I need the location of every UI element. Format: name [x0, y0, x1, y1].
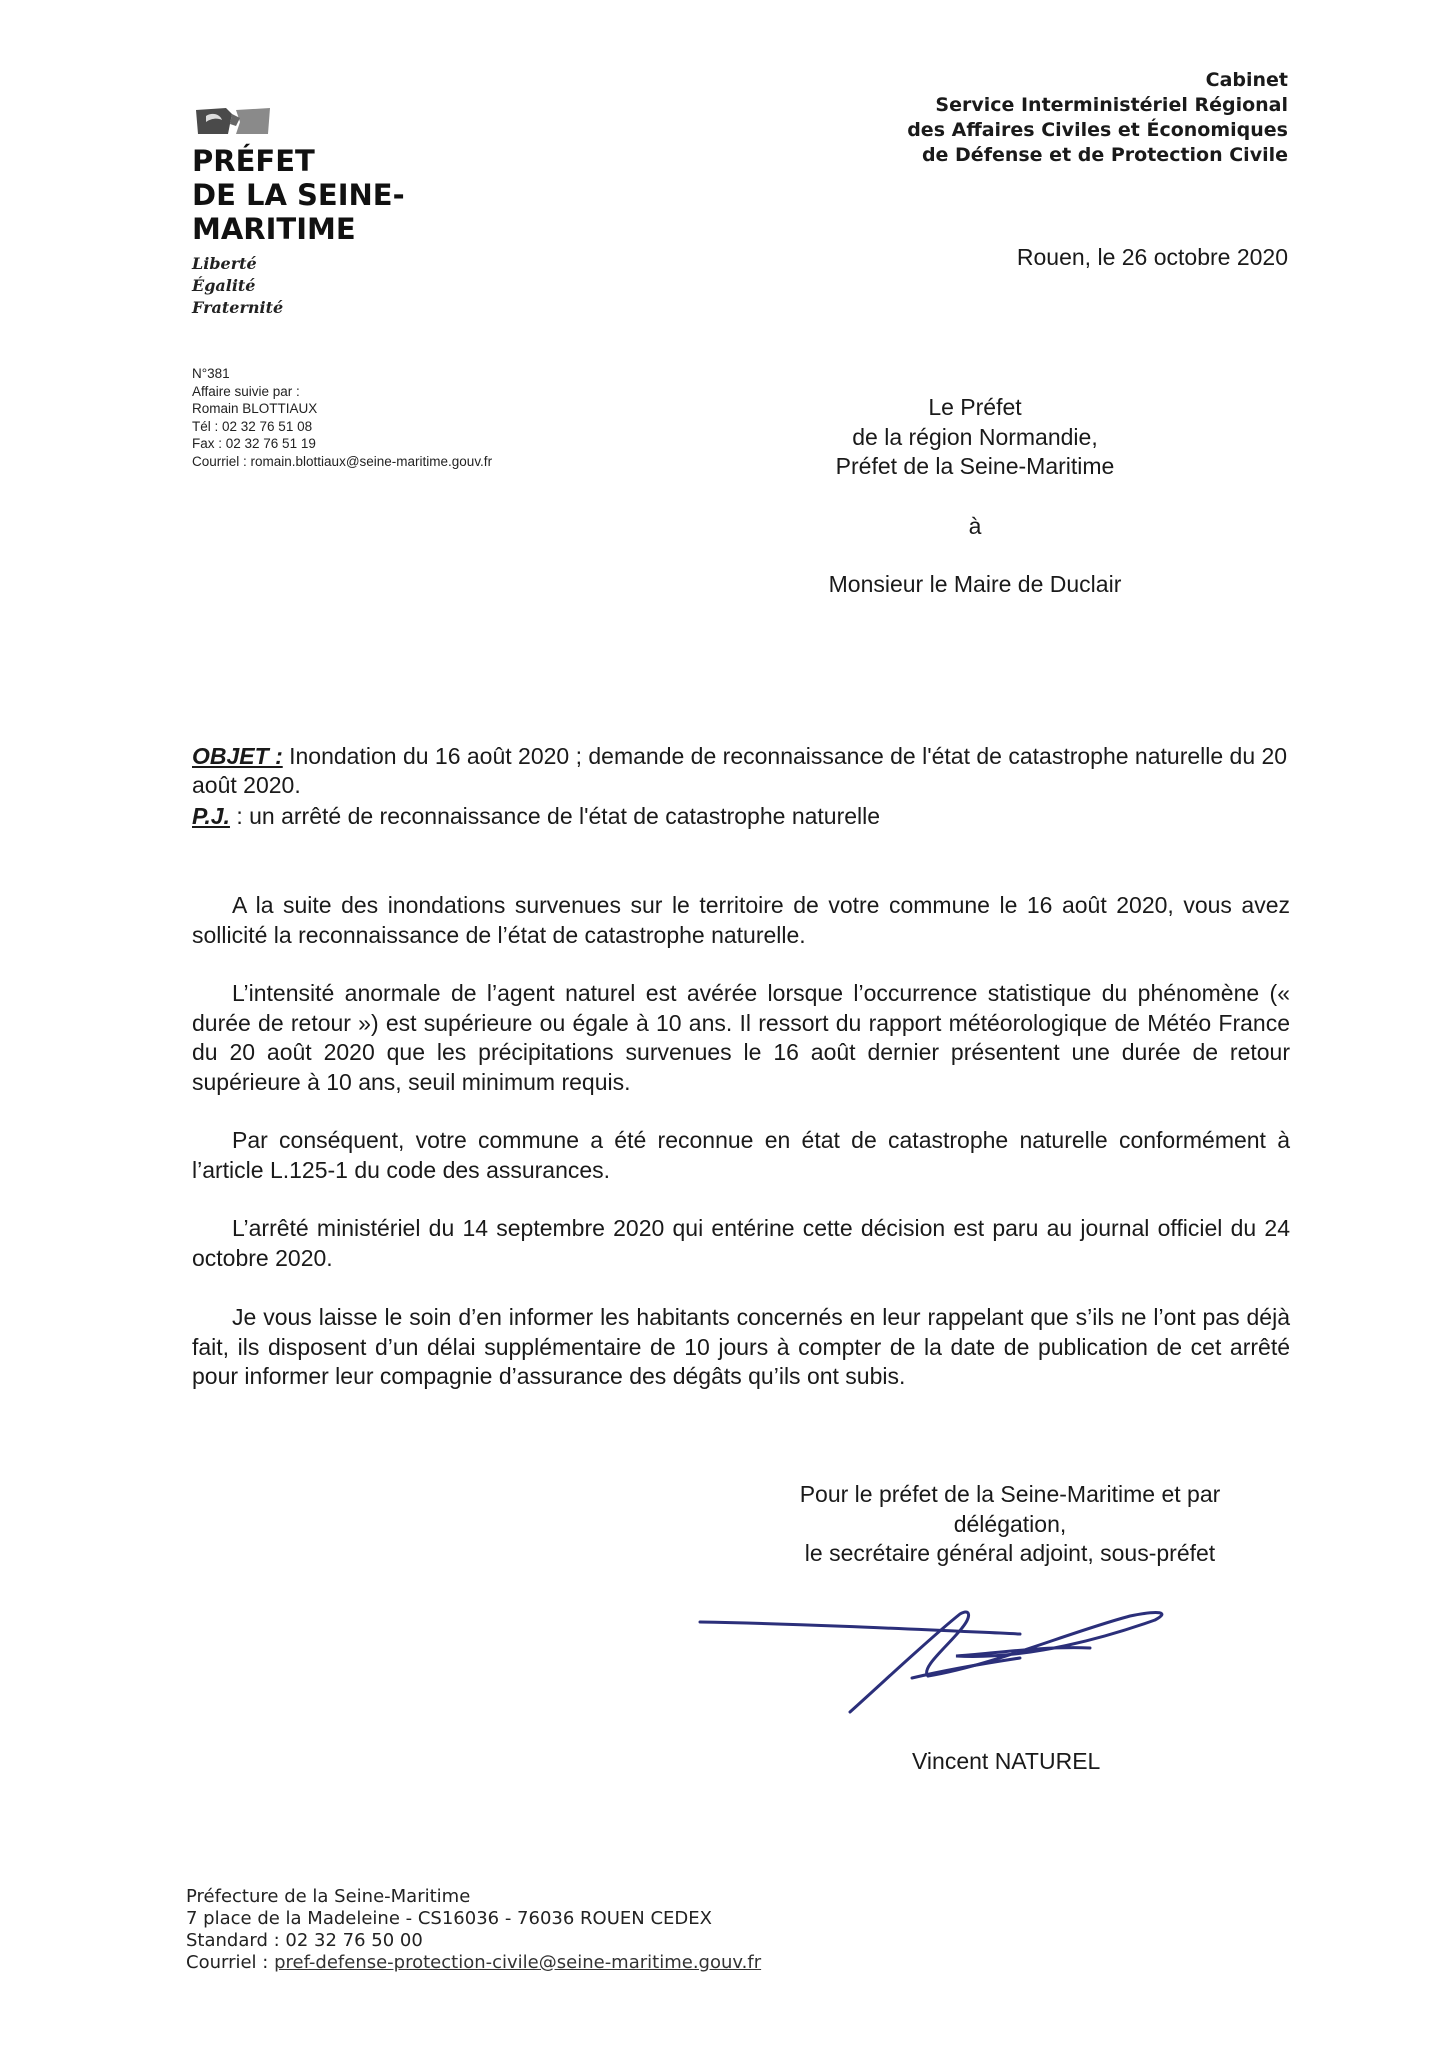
closing-block: [740, 1480, 1280, 1569]
service-line: de Défense et de Protection Civile: [921, 144, 1288, 166]
objet-text: Inondation du 16 août 2020 ; demande de reconnaissance de l'état de catastrophe naturelle du 20 août 2020.: [192, 743, 1288, 798]
contact-name: Romain BLOTTIAUX: [192, 401, 318, 416]
closing-line: Pour le préfet de la Seine-Maritime et par: [799, 1481, 1221, 1507]
motto-line: Égalité: [192, 276, 256, 295]
footer-line: Standard : 02 32 76 50 00: [186, 1930, 423, 1951]
attachment-line: [192, 802, 1288, 831]
sender-line: Le Préfet: [928, 394, 1022, 420]
authority-line: DE LA SEINE-: [192, 178, 405, 212]
letter-date: Rouen, le 26 octobre 2020: [1016, 244, 1288, 270]
sender-line: de la région Normandie,: [852, 423, 1098, 450]
closing-line: délégation,: [953, 1510, 1067, 1537]
body-paragraph: Par conséquent, votre commune a été reconnue en état de catastrophe naturelle conformément à l’article L.125-1 du code des assurances.: [192, 1127, 1290, 1183]
closing-line: le secrétaire général adjoint, sous-préfet: [804, 1540, 1216, 1566]
service-line: Service Interministériel Régional: [935, 94, 1288, 116]
footer-address: [186, 1886, 761, 1974]
followed-by-label: Affaire suivie par :: [192, 383, 300, 399]
authority-line: MARITIME: [192, 212, 356, 246]
pj-text: : un arrêté de reconnaissance de l'état de catastrophe naturelle: [229, 803, 881, 829]
body-paragraph: L’intensité anormale de l’agent naturel est avérée lorsque l’occurrence statistique du phénomène (« durée de retour ») est supérieure ou égale à 10 ans. Il ressort du rapport météorologique de Météo France du 20 août 2020 que les précipitations survenues le 16 août dernier présentent une durée de retour supérieure à 10 ans, seuil minimum requis.: [192, 980, 1290, 1095]
contact-fax: Fax : 02 32 76 51 19: [192, 436, 316, 451]
contact-tel: Tél : 02 32 76 51 08: [192, 418, 313, 434]
signer-name: Vincent NATUREL: [912, 1748, 1101, 1774]
reference-number: N°381: [192, 366, 230, 381]
footer-email-label: Courriel :: [186, 1952, 275, 1973]
service-line: des Affaires Civiles et Économiques: [907, 119, 1288, 141]
footer-line: 7 place de la Madeleine - CS16036 - 76036 ROUEN CEDEX: [186, 1908, 712, 1929]
reference-block: [192, 365, 492, 470]
footer-line: Préfecture de la Seine-Maritime: [186, 1886, 471, 1907]
sender-block: [740, 393, 1210, 482]
body-paragraph: Je vous laisse le soin d’en informer les habitants concernés en leur rappelant que s’ils ne l’ont pas déjà fait, ils disposent d’un délai supplémentaire de 10 jours à compter de la date de publication de cet arrêté pour informer leur compagnie d’assurance des dégâts qu’ils ont subis.: [192, 1304, 1290, 1389]
authority-block: [192, 144, 405, 246]
subject-line: [192, 742, 1288, 800]
motto-line: Liberté: [192, 254, 257, 273]
to-word: à: [968, 513, 982, 539]
objet-label: OBJET :: [192, 743, 283, 769]
republic-motto: [192, 253, 283, 319]
service-block: [907, 68, 1288, 168]
service-line: Cabinet: [1205, 69, 1288, 91]
recipient: Monsieur le Maire de Duclair: [828, 571, 1122, 597]
marianne-logo: [192, 104, 274, 138]
contact-email: Courriel : romain.blottiaux@seine-maritime.gouv.fr: [192, 453, 493, 469]
footer-email-line: [186, 1952, 761, 1974]
footer-email-link[interactable]: pref-defense-protection-civile@seine-maritime.gouv.fr: [274, 1952, 762, 1973]
authority-line: PRÉFET: [192, 144, 315, 178]
sender-line: Préfet de la Seine-Maritime: [835, 453, 1115, 479]
body-paragraph: L’arrêté ministériel du 14 septembre 2020 qui entérine cette décision est paru au journal officiel du 24 octobre 2020.: [192, 1215, 1290, 1271]
motto-line: Fraternité: [192, 298, 284, 317]
pj-label: P.J.: [192, 803, 230, 829]
body-paragraph: A la suite des inondations survenues sur le territoire de votre commune le 16 août 2020, vous avez sollicité la reconnaissance de l’état de catastrophe naturelle.: [192, 892, 1290, 948]
handwritten-signature: [690, 1580, 1250, 1720]
